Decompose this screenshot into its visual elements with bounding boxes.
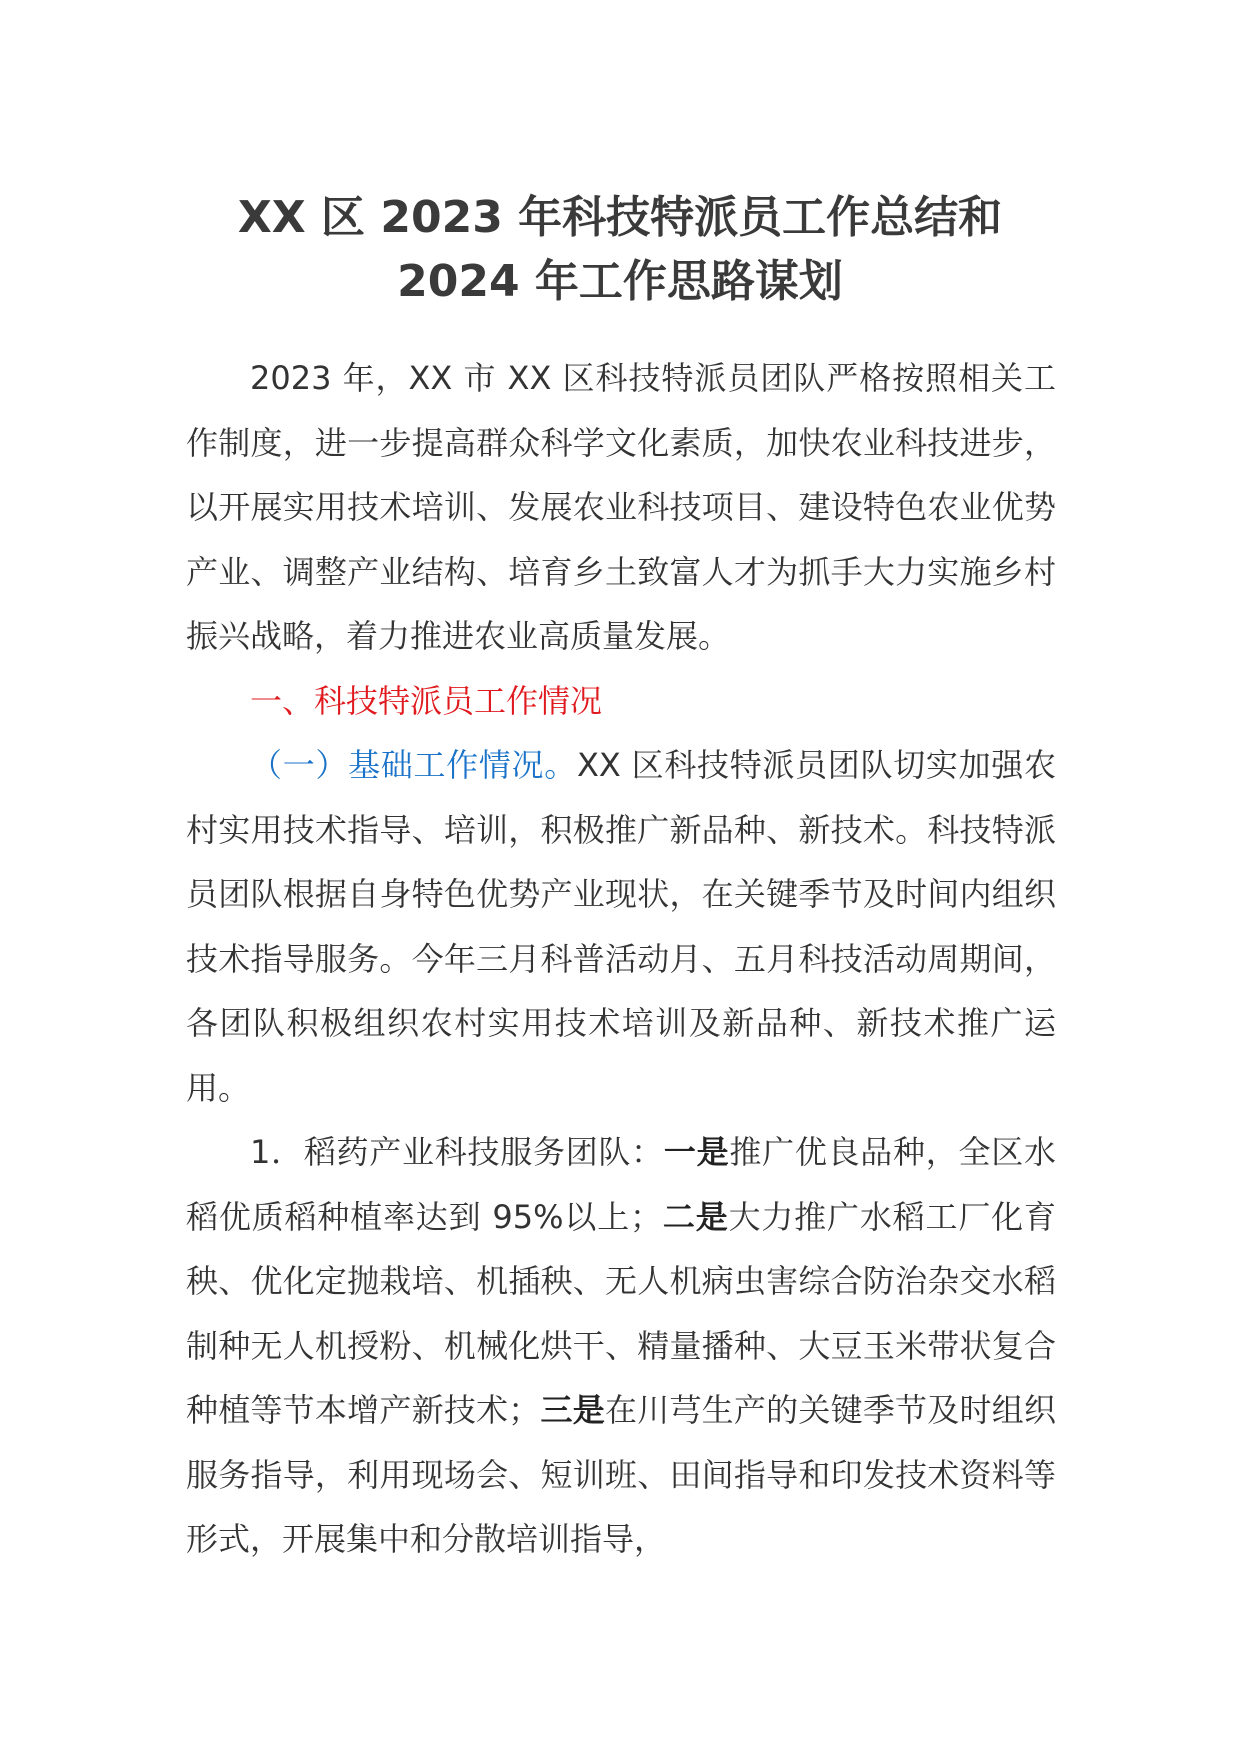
item-point-text-2: 大力推广水稻工厂化育秧、优化定抛栽培、机插秧、无人机病虫害综合防治杂交水稻制种无人机授粉、机械化烘干、精量播种、大豆玉米带状复合种植等节本增产新技术；	[186, 1197, 1056, 1429]
item-point-text-1: 推广优良品种，全区水稻优质稻种植率达到 95%以上；	[186, 1133, 1056, 1236]
intro-paragraph: 2023 年，XX 市 XX 区科技特派员团队严格按照相关工作制度，进一步提高群众科学文化素质，加快农业科技进步，以开展实用技术培训、发展农业科技项目、建设特色农业优势产业、调整产业结构、培育乡土致富人才为抓手大力实施乡村振兴战略，着力推进农业高质量发展。	[186, 359, 1056, 655]
item-point-label-2: 二是	[662, 1197, 729, 1236]
item-paragraph	[186, 1120, 1056, 1572]
subsection-paragraph	[186, 733, 1056, 1120]
title-line-1: XX 区 2023 年科技特派员工作总结和	[237, 192, 1003, 243]
item-lead: 1．稻药产业科技服务团队：	[250, 1133, 664, 1171]
section-heading: 一、科技特派员工作情况	[250, 681, 603, 720]
item-point-text-3: 在川芎生产的关键季节及时组织服务指导，利用现场会、短训班、田间指导和印发技术资料等形式，开展集中和分散培训指导，	[186, 1391, 1056, 1558]
subsection-heading: （一）基础工作情况。	[250, 746, 577, 784]
item-point-label-1: 一是	[663, 1133, 730, 1171]
item-point-label-3: 三是	[540, 1391, 605, 1429]
subsection-text: XX 区科技特派员团队切实加强农村实用技术指导、培训，积极推广新品种、新技术。科技特派员团队根据自身特色优势产业现状，在关键季节及时间内组织技术指导服务。今年三月科普活动月、五月科技活动周期间，各团队积极组织农村实用技术培训及新品种、新技术推广运用。	[186, 746, 1056, 1107]
document-body	[186, 346, 1056, 1572]
title-line-2: 2024 年工作思路谋划	[397, 256, 843, 307]
document-title	[150, 186, 1090, 314]
